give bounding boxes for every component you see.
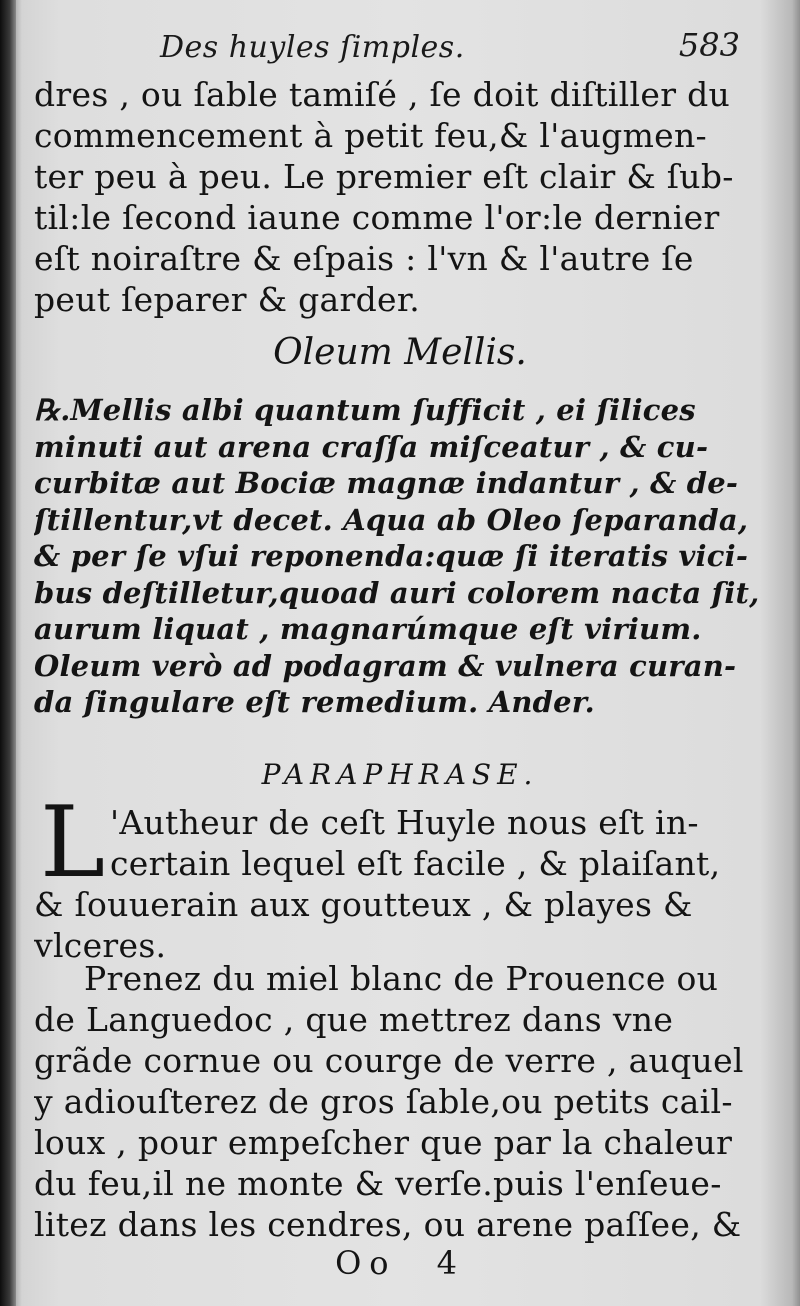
latin-line: Oleum verò ad podagram & vulnera curan- <box>34 648 737 683</box>
text-line: commencement à petit feu,& l'augmen- <box>34 116 707 155</box>
latin-line: & per ſe vſui reponenda:quæ ſi iteratis vici- <box>34 539 749 573</box>
signature-mark <box>0 1244 800 1282</box>
running-header-title: Des huyles ſimples. <box>160 30 465 65</box>
latin-recipe <box>34 392 764 721</box>
text-line: til:le ſecond iaune comme l'or:le dernier <box>34 198 720 237</box>
latin-line: ſtillentur,vt decet. Aqua ab Oleo ſeparanda, <box>34 502 749 537</box>
paraphrase-para-1 <box>34 884 764 966</box>
paraphrase-para-2 <box>34 958 764 1245</box>
text-line: de Languedoc , que mettrez dans vne <box>34 1000 674 1039</box>
recipe-heading: Oleum Mellis. <box>273 332 527 373</box>
latin-line: ℞.Mellis albi quantum ſufficit , ei ſilices <box>34 393 696 427</box>
text-line: Prenez du miel blanc de Prouence ou <box>84 959 719 998</box>
drop-cap: L <box>40 786 106 900</box>
text-line: loux , pour empeſcher que par la chaleur <box>34 1123 733 1162</box>
page-number: 583 <box>678 26 740 64</box>
signature-letters: Oo <box>335 1244 397 1282</box>
latin-line: minuti aut arena craſſa miſceatur , & cu- <box>34 429 709 464</box>
text-line: eſt noiraſtre & eſpais : l'vn & l'autre ſe <box>34 239 694 278</box>
paraphrase-heading: PARAPHRASE. <box>261 758 539 791</box>
text-line: du feu,il ne monte & verſe.puis l'enſeue- <box>34 1164 722 1203</box>
top-paragraph <box>34 74 764 320</box>
text-line: peut ſeparer & garder. <box>34 280 421 319</box>
text-line: & ſouuerain aux goutteux , & playes & <box>34 885 693 924</box>
text-line: grãde cornue ou courge de verre , auquel <box>34 1041 744 1080</box>
paraphrase-para-1-indented <box>110 802 770 884</box>
book-spine-shadow <box>0 0 16 1306</box>
running-header <box>40 22 760 72</box>
latin-line: da ſingulare eſt remedium. Ander. <box>34 685 595 719</box>
latin-line: curbitæ aut Bociæ magnæ indantur , & de- <box>34 466 739 500</box>
text-line: y adiouſterez de gros ſable,ou petits cail- <box>34 1082 733 1121</box>
latin-line: bus deſtilletur,quoad auri colorem nacta ſit, <box>34 575 760 610</box>
text-line: ter peu à peu. Le premier eſt clair & ſub- <box>34 157 734 196</box>
text-line: dres , ou ſable tamiſé , ſe doit diſtiller du <box>34 75 731 114</box>
text-line: vlceres. <box>34 926 167 965</box>
text-line: litez dans les cendres, ou arene paſſee, & <box>34 1205 742 1244</box>
text-line: 'Autheur de ceſt Huyle nous eſt in- <box>110 803 699 842</box>
signature-number: 4 <box>436 1244 465 1282</box>
latin-line: aurum liquat , magnarúmque eſt virium. <box>34 612 702 646</box>
text-line: certain lequel eſt facile , & plaiſant, <box>110 844 721 883</box>
